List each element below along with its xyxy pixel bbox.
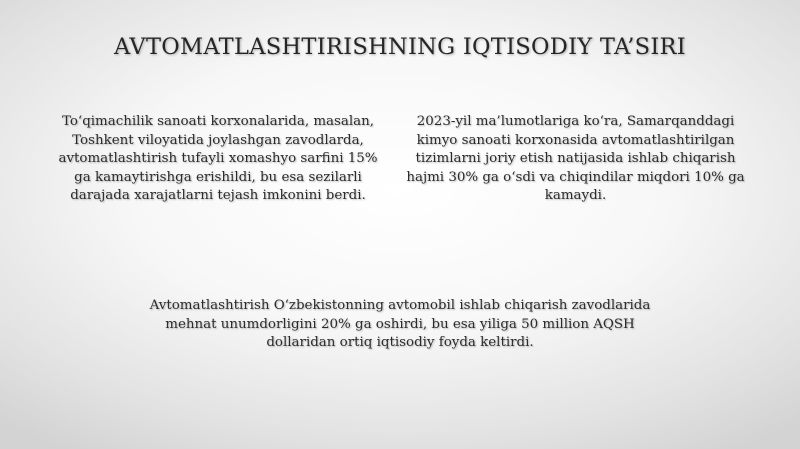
text-block-textile: To‘qimachilik sanoati korxonalarida, masalan, Toshkent viloyatida joylashgan zavodlarda, avtomatlashtirish tufayli xomashyo sarfini 15% ga kamaytirishga erishildi, bu esa sezilarli darajada xarajatlarni tejash imkonini berdi. (58, 114, 378, 204)
text-block-chemical: 2023-yil ma’lumotlariga ko‘ra, Samarqanddagi kimyo sanoati korxonasida avtomatlashtirilgan tizimlarni joriy etish natijasida ishlab chiqarish hajmi 30% ga o‘sdi va chiqindilar miqdori 10% ga kamaydi. (406, 114, 745, 204)
slide-title: AVTOMATLASHTIRISHNING IQTISODIY TA’SIRI (114, 34, 686, 60)
text-block-automotive: Avtomatlashtirish O‘zbekistonning avtomobil ishlab chiqarish zavodlarida mehnat unumdorligini 20% ga oshirdi, bu esa yiliga 50 million AQSH dollaridan ortiq iqtisodiy foyda keltirdi. (149, 298, 651, 351)
